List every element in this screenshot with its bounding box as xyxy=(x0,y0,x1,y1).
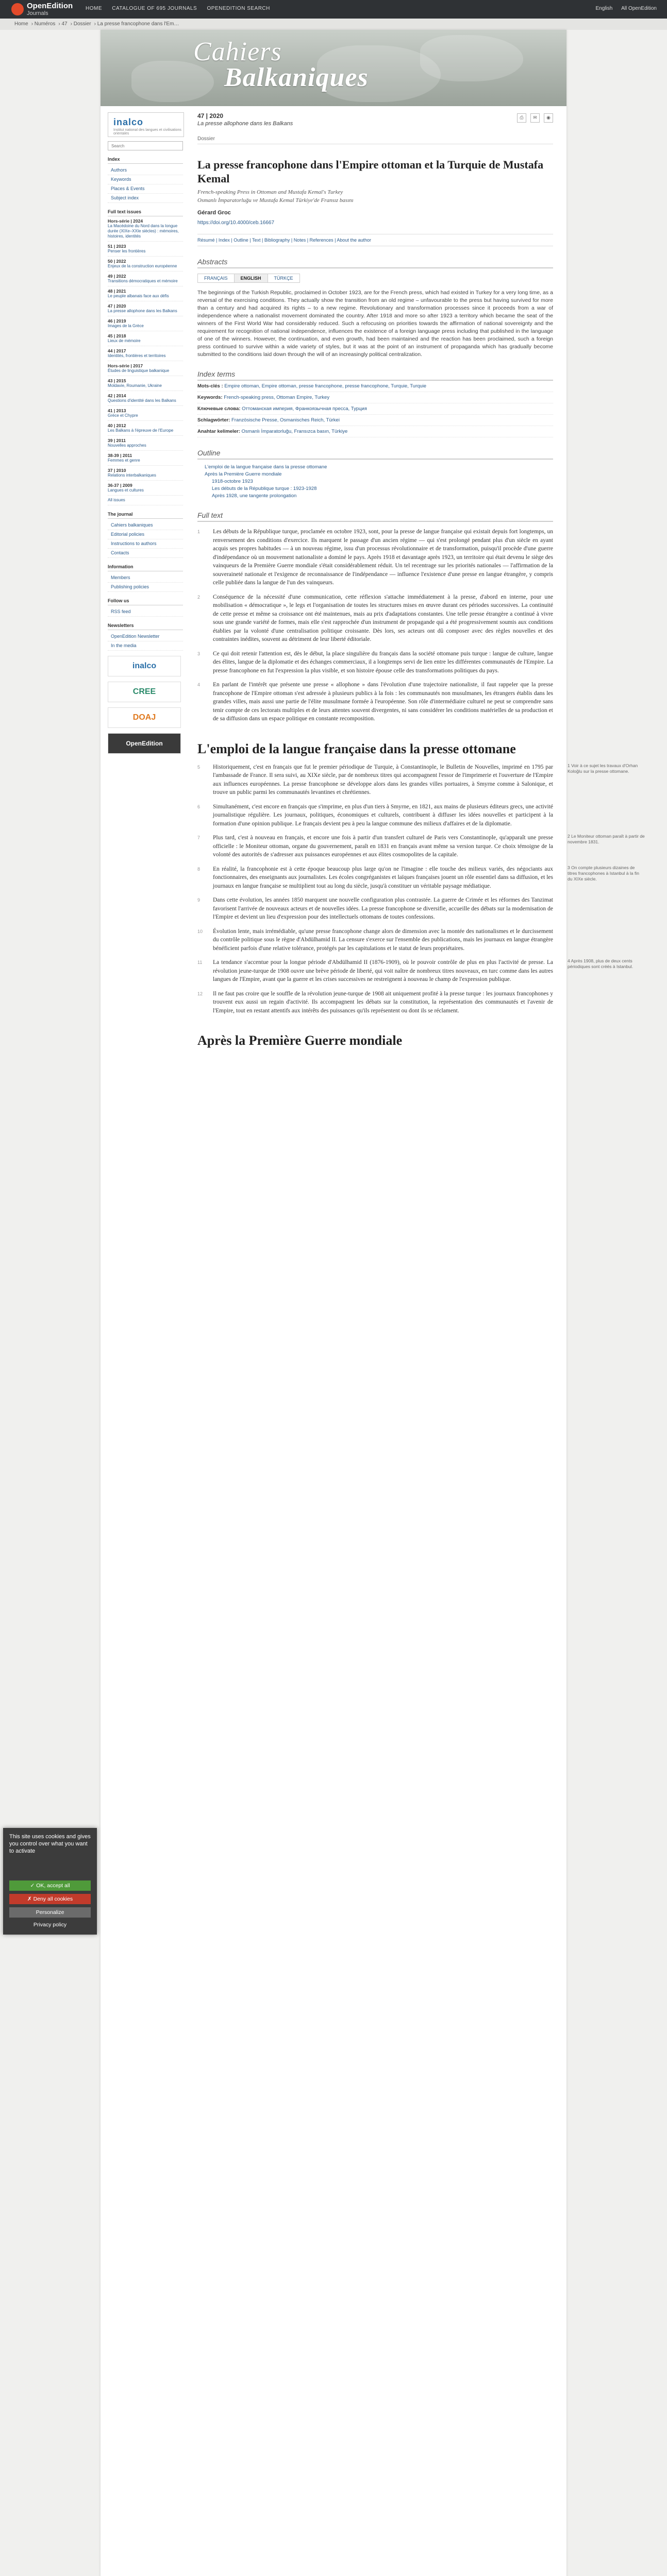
brand[interactable] xyxy=(27,3,73,17)
issue-item-number: 46 | 2019 xyxy=(108,318,126,324)
issue-item-number: 40 | 2012 xyxy=(108,423,126,428)
issue-item-title: Grèce et Chypre xyxy=(108,413,138,418)
paragraph-number[interactable]: 9 xyxy=(197,897,201,903)
issue-item-title: Images de la Grèce xyxy=(108,324,144,328)
issue-item[interactable] xyxy=(108,406,183,421)
index-terms-heading: Index terms xyxy=(197,370,553,381)
paragraph xyxy=(197,650,553,675)
issue-item[interactable] xyxy=(108,481,183,496)
issue-number[interactable] xyxy=(197,112,553,120)
banner-title-1: Cahiers xyxy=(193,37,282,66)
article-title: La presse francophone dans l'Empire ottoman et la Turquie de Mustafa Kemal xyxy=(197,158,544,185)
index-terms-value[interactable]: Französische Presse, Osmanisches Reich, Türkei xyxy=(231,417,340,423)
tab-francais[interactable]: FRANÇAIS xyxy=(197,274,235,283)
paragraph-number[interactable]: 8 xyxy=(197,866,201,872)
top-right xyxy=(588,6,657,11)
all-issues-label: All issues xyxy=(108,498,125,502)
privacy-policy-link[interactable]: Privacy policy xyxy=(33,1922,67,1928)
paragraph-text: Les débuts de la République turque, proclamée en octobre 1923, sont, pour la presse de langue française qui existait depuis fort longtemps, un renversement des conditions d'exercice. Ils marquent le passage d'un ancien régime — qui s'est prolongé pendant plus d'un siècle en ayant acquis ses propres habitudes — à un nouveau régime, issu d'un processus révolutionnaire et de transformation, puisqu'il procède d'une guerre d'indépendance où un mouvement nationaliste a dominé le pays. Après 1918 et davantage après 1923, un territoire qui était devenu le siège des vainqueurs de la Première Guerre mondiale s'était considérablement réduit. Un tel recentrage sur les priorités nationales — l'affirmation de la souveraineté nationale et l'exigence de reconnaissance de l'indépendance — influence l'existence d'une presse en langue étrangère, y compris celle publiée dans la langue de l'un des vainqueurs. xyxy=(213,529,553,586)
issue-item[interactable] xyxy=(108,316,183,331)
issue-item[interactable] xyxy=(108,451,183,466)
issue-item-number: 50 | 2022 xyxy=(108,259,126,264)
issue-item[interactable] xyxy=(108,436,183,451)
breadcrumb-section[interactable]: Dossier xyxy=(73,21,91,27)
paragraph-text: Ce qui doit retenir l'attention est, dès le début, la place singulière du français dans la société ottomane puis turque : langue de culture, langue des élites, langue de la diplomatie et des échanges commerciaux, il a longtemps servi de lien entre les différentes communautés de l'Empire. La presse francophone en fut l'expression la plus visible, et son histoire épouse celle des transformations politiques du pays. xyxy=(213,650,553,674)
paragraph-number[interactable]: 5 xyxy=(197,764,201,770)
margin-note[interactable]: 4 Après 1908, plus de deux cents périodiques sont créés à Istanbul. xyxy=(568,958,633,969)
index-label: Keywords: xyxy=(197,395,223,400)
fulltext-body-2 xyxy=(197,762,645,1015)
margin-note[interactable]: 2 Le Moniteur ottoman paraît à partir de novembre 1831. xyxy=(568,834,645,844)
index-places[interactable]: Places & Events xyxy=(108,184,183,194)
issue-item-title: Femmes et genre xyxy=(108,458,140,463)
nav-home[interactable]: HOME xyxy=(86,6,102,11)
journal-heading: The journal xyxy=(108,512,183,519)
paragraph xyxy=(197,834,645,859)
index-terms-value[interactable]: Empire ottoman, Empire ottoman, presse francophone, presse francophone, Turquie, Turquie xyxy=(224,383,427,389)
index-terms-value[interactable]: Osmanlı İmparatorluğu, Fransızca basın, Türkiye xyxy=(241,429,348,434)
rss-icon[interactable]: ◉ xyxy=(544,113,553,123)
section-link[interactable]: Notes xyxy=(293,238,306,243)
rubric[interactable]: Dossier xyxy=(197,136,553,144)
brand-sub: Journals xyxy=(27,10,48,16)
author-name[interactable]: Gérard Groc xyxy=(197,210,231,216)
issue-item-number: 44 | 2017 xyxy=(108,348,126,353)
issue-item[interactable] xyxy=(108,331,183,346)
margin-note[interactable]: 1 Voir à ce sujet les travaux d'Orhan Koloğlu sur la presse ottomane. xyxy=(568,762,638,774)
inalco-subtitle: Institut national des langues et civilisations orientales xyxy=(113,128,181,135)
section-heading-2: Après la Première Guerre mondiale xyxy=(197,1033,403,1048)
paragraph-number[interactable]: 11 xyxy=(197,960,203,965)
nav-search[interactable]: OPENEDITION SEARCH xyxy=(207,6,270,11)
paragraph xyxy=(197,896,553,922)
paragraph-number[interactable]: 1 xyxy=(197,529,201,534)
outline-item[interactable]: L'emploi de la langue française dans la presse ottomane xyxy=(205,464,327,470)
margin-note[interactable]: 3 On compte plusieurs dizaines de titres francophones à Istanbul à la fin du XIXe siècle. xyxy=(568,865,639,882)
tab-turkce[interactable]: TÜRKÇE xyxy=(268,274,300,283)
paragraph xyxy=(197,762,638,797)
info-link[interactable]: Members xyxy=(108,573,183,583)
article-section-links: Résumé | Index | Outline | Text | Bibliography | Notes | References | About the author xyxy=(197,234,553,246)
index-terms-value[interactable]: French-speaking press, Ottoman Empire, Turkey xyxy=(224,395,330,400)
issue-item[interactable] xyxy=(108,216,183,242)
paragraph-text: Dans cette évolution, les années 1850 marquent une nouvelle configuration plus contrastée. La guerre de Crimée et les réformes des Tanzimat favorisent l'arrivée de nouveaux acteurs et de nouvelles idées. La presse francophone se diversifie, accueille des débats sur la modernisation de l'Empire et devient un lieu d'expression pour des intellectuels ottomans de toutes confessions. xyxy=(213,897,553,920)
issue-item[interactable] xyxy=(108,361,183,376)
info-heading: Information xyxy=(108,564,183,571)
issue-item-number: 37 | 2010 xyxy=(108,468,126,473)
index-row xyxy=(197,403,553,415)
paragraph-text: Plus tard, c'est à nouveau en français, et encore une fois à partir d'un transfert culturel de Paris vers Constantinople, qu'apparaît une presse officielle : le Moniteur ottoman, organe du gouvernement, paraît en 1831 en français avant même sa version turque. Ce choix témoigne de la volonté des autorités de s'adresser aux puissances européennes et aux élites cosmopolites de la capitale. xyxy=(213,835,553,858)
issue-item-title: Moldavie, Roumanie, Ukraine xyxy=(108,383,162,388)
paragraph-number[interactable]: 7 xyxy=(197,835,201,840)
journal-link[interactable]: Editorial policies xyxy=(108,530,183,539)
banner-title-2: Balkaniques xyxy=(224,63,369,92)
banner-title xyxy=(193,39,369,91)
issue-item[interactable] xyxy=(108,346,183,361)
paragraph xyxy=(197,528,553,587)
journal-link[interactable]: Contacts xyxy=(108,549,183,558)
all-issues-link[interactable] xyxy=(108,496,183,505)
article-tools xyxy=(515,112,553,123)
issue-item-title: Transitions démocratiques et mémoire xyxy=(108,279,178,283)
paragraph xyxy=(197,593,553,644)
paragraph-text: Conséquence de la nécessité d'une communication, cette réflexion s'attache immédiatement à la presse, d'abord en interne, pour une mobilisation « démocratique », le legs et l'organisation de toutes les structures mises en œuvre durant ces périodes successives. La continuité de cette presse et même sa croissance ont été maintenues, mais au prix d'adaptations constantes. Une telle presse étrangère a continué à vivre sous une grande variété de formes, mais elle s'est rapprochée d'un instrument de propagande qui a été progressivement soumis aux conditions établies par la volonté d'une centralisation politique croissante. Dès lors, ses acteurs ont dû composer avec des règles nouvelles et des contraintes inédites, souvent au détriment de leur liberté éditoriale. xyxy=(213,594,553,642)
partner-doaj-logo[interactable]: DOAJ xyxy=(108,707,181,728)
page-container xyxy=(101,30,645,2576)
abstract-language-tabs xyxy=(197,274,553,283)
issues-heading: Full text issues xyxy=(108,209,183,216)
index-keywords[interactable]: Keywords xyxy=(108,175,183,184)
paragraph-text: Historiquement, c'est en français que fut le premier périodique de Turquie, à Constantinople, le Bulletin de Nouvelles, imprimé en 1795 par l'ambassade de France. Il sera suivi, au XIXe siècle, par de nombreux titres qui accompagnent l'essor de l'imprimerie et l'ouverture de l'Empire aux influences européennes. La presse francophone se développe alors dans les grandes villes portuaires, à Smyrne comme à Salonique, et trouve un public parmi les communautés levantines et chrétiennes. xyxy=(213,764,553,795)
section-heading: L'emploi de la langue française dans la presse ottomane xyxy=(197,741,516,756)
issue-item-number: 36-37 | 2009 xyxy=(108,483,132,488)
paragraph-text: En réalité, la francophonie est à cette époque beaucoup plus large qu'on ne l'imagine : elle touche des milieux variés, des négociants aux fonctionnaires, des enseignants aux journalistes. Les écoles congréganistes et laïques françaises jouent un rôle essentiel dans sa diffusion, et les journaux en langue française se multiplient tout au long du siècle, jusqu'à constituer un véritable paysage médiatique. xyxy=(213,866,553,889)
outline-item[interactable]: Après 1928, une tangente prolongation xyxy=(212,493,297,499)
issue-item-title: Relations interbalkaniques xyxy=(108,473,156,478)
follow-heading: Follow us xyxy=(108,598,183,605)
paragraph xyxy=(197,990,553,1015)
alt-title-en: French-speaking Press in Ottoman and Mustafa Kemal's Turkey xyxy=(197,189,343,195)
issue-item-number: 41 | 2013 xyxy=(108,408,126,413)
issue-item-number: 48 | 2021 xyxy=(108,289,126,294)
accept-all-button[interactable]: ✓ OK, accept all xyxy=(9,1880,91,1891)
issue-item-number: 49 | 2022 xyxy=(108,274,126,279)
issue-item-number: 51 | 2023 xyxy=(108,244,126,249)
journal-list xyxy=(108,521,183,558)
issue-item[interactable] xyxy=(108,376,183,391)
partner-cree-logo[interactable]: CREE xyxy=(108,682,181,702)
paragraph-text: Simultanément, c'est encore en français que s'imprime, en plus d'un tiers à Smyrne, en 1821, aux mains de plusieurs éditeurs grecs, une activité journalistique régulière. Les journaux, politiques, économiques et culturels, contribuent à diffuser les idées nouvelles et participent à la formation d'une opinion publique. Le français devient peu à peu la langue commune des milieux d'affaires et de la diplomatie. xyxy=(213,803,553,827)
newsletter-link[interactable]: In the media xyxy=(108,641,183,651)
issue-item[interactable] xyxy=(108,466,183,481)
print-icon[interactable]: ⎙ xyxy=(517,113,526,123)
outline-item[interactable]: Après la Première Guerre mondiale xyxy=(205,471,282,477)
issue-number-label: 47 | 2020 xyxy=(197,112,224,120)
paragraph xyxy=(197,865,639,891)
issue-item[interactable] xyxy=(108,301,183,316)
index-label: Anahtar kelimeler: xyxy=(197,429,240,434)
issue-item[interactable] xyxy=(108,421,183,436)
inalco-wordmark: inalco xyxy=(113,117,144,127)
outline-item[interactable]: Les débuts de la République turque : 1923-1928 xyxy=(212,486,317,492)
breadcrumb-issue[interactable]: 47 xyxy=(61,21,68,27)
newsletters-heading: Newsletters xyxy=(108,623,183,630)
index-row xyxy=(197,392,553,403)
index-heading: Index xyxy=(108,157,183,164)
cookie-consent-panel xyxy=(3,1828,97,1935)
breadcrumb-home[interactable]: Home xyxy=(14,21,28,27)
outline-heading: Outline xyxy=(197,449,553,460)
issue-item-title: Études de linguistique balkanique xyxy=(108,368,170,373)
doi-url[interactable]: https://doi.org/10.4000/ceb.16667 xyxy=(197,220,275,226)
index-subjects[interactable]: Subject index xyxy=(108,194,183,203)
breadcrumb: Home › Numéros › 47 › Dossier › La presse francophone dans l'Em… xyxy=(0,19,667,30)
paragraph-number[interactable]: 12 xyxy=(197,991,203,996)
fulltext-heading: Full text xyxy=(197,511,553,522)
breadcrumb-current: La presse francophone dans l'Em… xyxy=(97,21,179,27)
search-input[interactable] xyxy=(108,141,183,150)
paragraph-text: En parlant de l'intérêt que présente une presse « allophone » dans l'évolution d'une trajectoire nationaliste, il faut rappeler que la presse francophone de l'Empire ottoman s'est adressée à plusieurs publics à la fois : les communautés non musulmanes, les étrangers établis dans les grandes villes, mais aussi une partie de l'élite musulmane formée à l'européenne. Son rôle d'intermédiaire culturel ne peut se comprendre sans tenir compte de ces lectorats multiples et de leurs attentes souvent divergentes, ni sans considérer les conditions matérielles de sa production et de sa diffusion dans un espace politique en constante recomposition. xyxy=(213,682,553,722)
brand-name: OpenEdition xyxy=(27,2,73,10)
issue-item-number: 39 | 2011 xyxy=(108,438,126,443)
issue-item-title: Les Balkans à l'épreuve de l'Europe xyxy=(108,428,174,433)
paragraph-number[interactable]: 6 xyxy=(197,804,201,809)
section-link[interactable]: References xyxy=(309,238,334,243)
partner-inalco-logo[interactable]: inalco xyxy=(108,656,181,676)
index-list xyxy=(108,166,183,203)
rss-feed-link[interactable]: RSS feed xyxy=(108,607,183,617)
personalize-button[interactable]: Personalize xyxy=(9,1907,91,1918)
abstract-text: The beginnings of the Turkish Republic, proclaimed in October 1923, are for the French press, which had existed in Turkey for a very long time, as a reversal of the exercising conditions. They actually show the transition from an old regime – unfavourable to the press but having survived for more than a century and had acquired its rights – to a new regime. Revolutionary and transformation processes since it proceeds from a war of independence where a nationalist movement dominated the country. After 1918 and more so after 1923 a territory which became the seat of the winners of the First World War had considerably reduced. Such a refocusing on priorities towards the affirmation of national sovereignty and the requirement for recognition of national independence, influences the existence of a foreign language press including that published in the language of one of the winners. However, the continuation, and even growth, had been maintained and the reaction has been proclaimed, such a foreign press continued to survive within a wide variety of styles, but it was at the point of an instrument of propaganda which has gradually become submitted to the conditions laid down through the will of an increasingly political centralization. xyxy=(197,290,553,358)
section-link[interactable]: Index xyxy=(218,238,230,243)
section-link[interactable]: Outline xyxy=(234,238,248,243)
issue-title[interactable]: La presse allophone dans les Balkans xyxy=(197,121,293,127)
abstracts-heading: Abstracts xyxy=(197,258,553,268)
outline-item[interactable]: 1918-octobre 1923 xyxy=(212,479,253,484)
sidebar xyxy=(108,112,183,754)
top-bar xyxy=(0,0,667,19)
issue-item-title: La Macédoine du Nord dans la longue durée (XIXe–XXIe siècles) : mémoires, histoires, identités xyxy=(108,224,179,239)
paragraph xyxy=(197,958,633,984)
article-main xyxy=(197,112,645,1049)
cookie-text: This site uses cookies and gives you control over what you want to activate xyxy=(9,1834,91,1854)
index-label: Schlagwörter: xyxy=(197,417,230,423)
fulltext-body xyxy=(197,528,553,723)
issue-item-number: 43 | 2015 xyxy=(108,378,126,383)
newsletters-list xyxy=(108,632,183,651)
paragraph-number[interactable]: 2 xyxy=(197,594,201,600)
paragraph-number[interactable]: 10 xyxy=(197,928,203,934)
index-terms-value[interactable]: Оттоманская империя, Франкоязычная пресса, Турция xyxy=(242,406,367,412)
paragraph-text: La tendance s'accentue pour la longue période d'Abdülhamid II (1876-1909), où le pouvoir contrôle de plus en plus l'activité de presse. La révolution jeune-turque de 1908 ouvre une brève période de liberté, qui voit naître de nombreux titres nouveaux, en turc comme dans les autres langues de l'Empire, avant que la guerre et les crises successives ne restreignent à nouveau le champ de l'expression publique. xyxy=(213,959,553,982)
issues-list xyxy=(108,216,183,496)
paragraph xyxy=(197,803,553,828)
breadcrumb-issues[interactable]: Numéros xyxy=(34,21,56,27)
issue-item-title: Lieux de mémoire xyxy=(108,338,141,343)
issue-item-title: Le peuple albanais face aux défis xyxy=(108,294,169,298)
issue-item-number: 42 | 2014 xyxy=(108,393,126,398)
deny-all-button[interactable]: ✗ Deny all cookies xyxy=(9,1894,91,1904)
issue-item-title: Nouvelles approches xyxy=(108,443,146,448)
alt-title-tr: Osmanlı İmparatorluğu ve Mustafa Kemal Türkiye'de Fransız basını xyxy=(197,197,354,204)
index-row xyxy=(197,426,553,437)
issue-item-title: Langues et cultures xyxy=(108,488,144,493)
section-link[interactable]: Text xyxy=(252,238,261,243)
section-link[interactable]: Bibliography xyxy=(264,238,290,243)
all-openedition-link[interactable]: All OpenEdition xyxy=(621,6,657,11)
issue-item[interactable] xyxy=(108,391,183,406)
issue-item[interactable] xyxy=(108,286,183,301)
newsletter-link[interactable]: OpenEdition Newsletter xyxy=(108,632,183,641)
issue-item-number: Hors-série | 2024 xyxy=(108,218,143,224)
index-label: Ключевые слова: xyxy=(197,406,241,412)
partner-openedition-logo[interactable]: OpenEdition xyxy=(108,733,181,754)
issue-item-number: 45 | 2018 xyxy=(108,333,126,338)
journal-banner[interactable] xyxy=(101,30,566,106)
paragraph-text: Évolution lente, mais irrémédiable, qu'une presse francophone change alors de dimension avec la montée des nationalismes et le durcissement du contrôle politique sous le règne d'Abdülhamid II. La censure s'exerce sur l'ensemble des publications, mais les journaux en langue étrangère bénéficient parfois d'une relative tolérance, protégés par les capitulations et le statut de leurs propriétaires. xyxy=(213,928,553,952)
map-shape xyxy=(420,35,523,81)
top-nav xyxy=(86,6,278,11)
issue-item-number: Hors-série | 2017 xyxy=(108,363,143,368)
share-icon[interactable]: ✉ xyxy=(530,113,540,123)
language-select[interactable]: English xyxy=(595,6,613,11)
issue-item-title: Identités, frontières et territoires xyxy=(108,353,166,358)
section-link[interactable]: Résumé xyxy=(197,238,215,243)
info-list xyxy=(108,573,183,592)
doi-link[interactable] xyxy=(197,220,553,226)
index-terms xyxy=(197,381,553,437)
tab-english[interactable]: ENGLISH xyxy=(234,274,268,283)
issue-item-number: 47 | 2020 xyxy=(108,303,126,309)
journal-link[interactable]: Instructions to authors xyxy=(108,539,183,549)
issue-item-title: Enjeux de la construction européenne xyxy=(108,264,177,268)
issue-item[interactable] xyxy=(108,242,183,257)
index-row xyxy=(197,415,553,426)
inalco-logo[interactable] xyxy=(108,112,184,137)
info-link[interactable]: Publishing policies xyxy=(108,583,183,592)
follow-list xyxy=(108,607,183,617)
paragraph xyxy=(197,681,553,723)
issue-item-title: Penser les frontières xyxy=(108,249,146,253)
paragraph xyxy=(197,927,553,953)
issue-item-title: La presse allophone dans les Balkans xyxy=(108,309,177,313)
paragraph-number[interactable]: 3 xyxy=(197,651,201,656)
openedition-logo-icon[interactable] xyxy=(11,3,24,15)
nav-catalogue[interactable]: CATALOGUE OF 695 JOURNALS xyxy=(112,6,197,11)
paragraph-number[interactable]: 4 xyxy=(197,682,201,687)
section-link[interactable]: About the author xyxy=(337,238,371,243)
issue-item-title: Questions d'identité dans les Balkans xyxy=(108,398,176,403)
journal-link[interactable]: Cahiers balkaniques xyxy=(108,521,183,530)
index-row xyxy=(197,381,553,392)
paragraph-text: Il ne faut pas croire que le souffle de la révolution jeune-turque de 1908 ait uniquement profité à la presse turque : les journaux francophones y trouvent eux aussi un regain d'activité. Ils accompagnent les débats sur la constitution, la représentation des communautés et l'avenir de l'Empire, tout en restant attentifs aux intérêts des puissances qu'ils représentent ou dont ils se réclament. xyxy=(213,990,553,1014)
issue-item-number: 38-39 | 2011 xyxy=(108,453,132,458)
issue-item[interactable] xyxy=(108,257,183,272)
index-label: Mots-clés : xyxy=(197,383,223,389)
issue-item[interactable] xyxy=(108,272,183,286)
outline-list xyxy=(197,464,553,500)
index-authors[interactable]: Authors xyxy=(108,166,183,175)
